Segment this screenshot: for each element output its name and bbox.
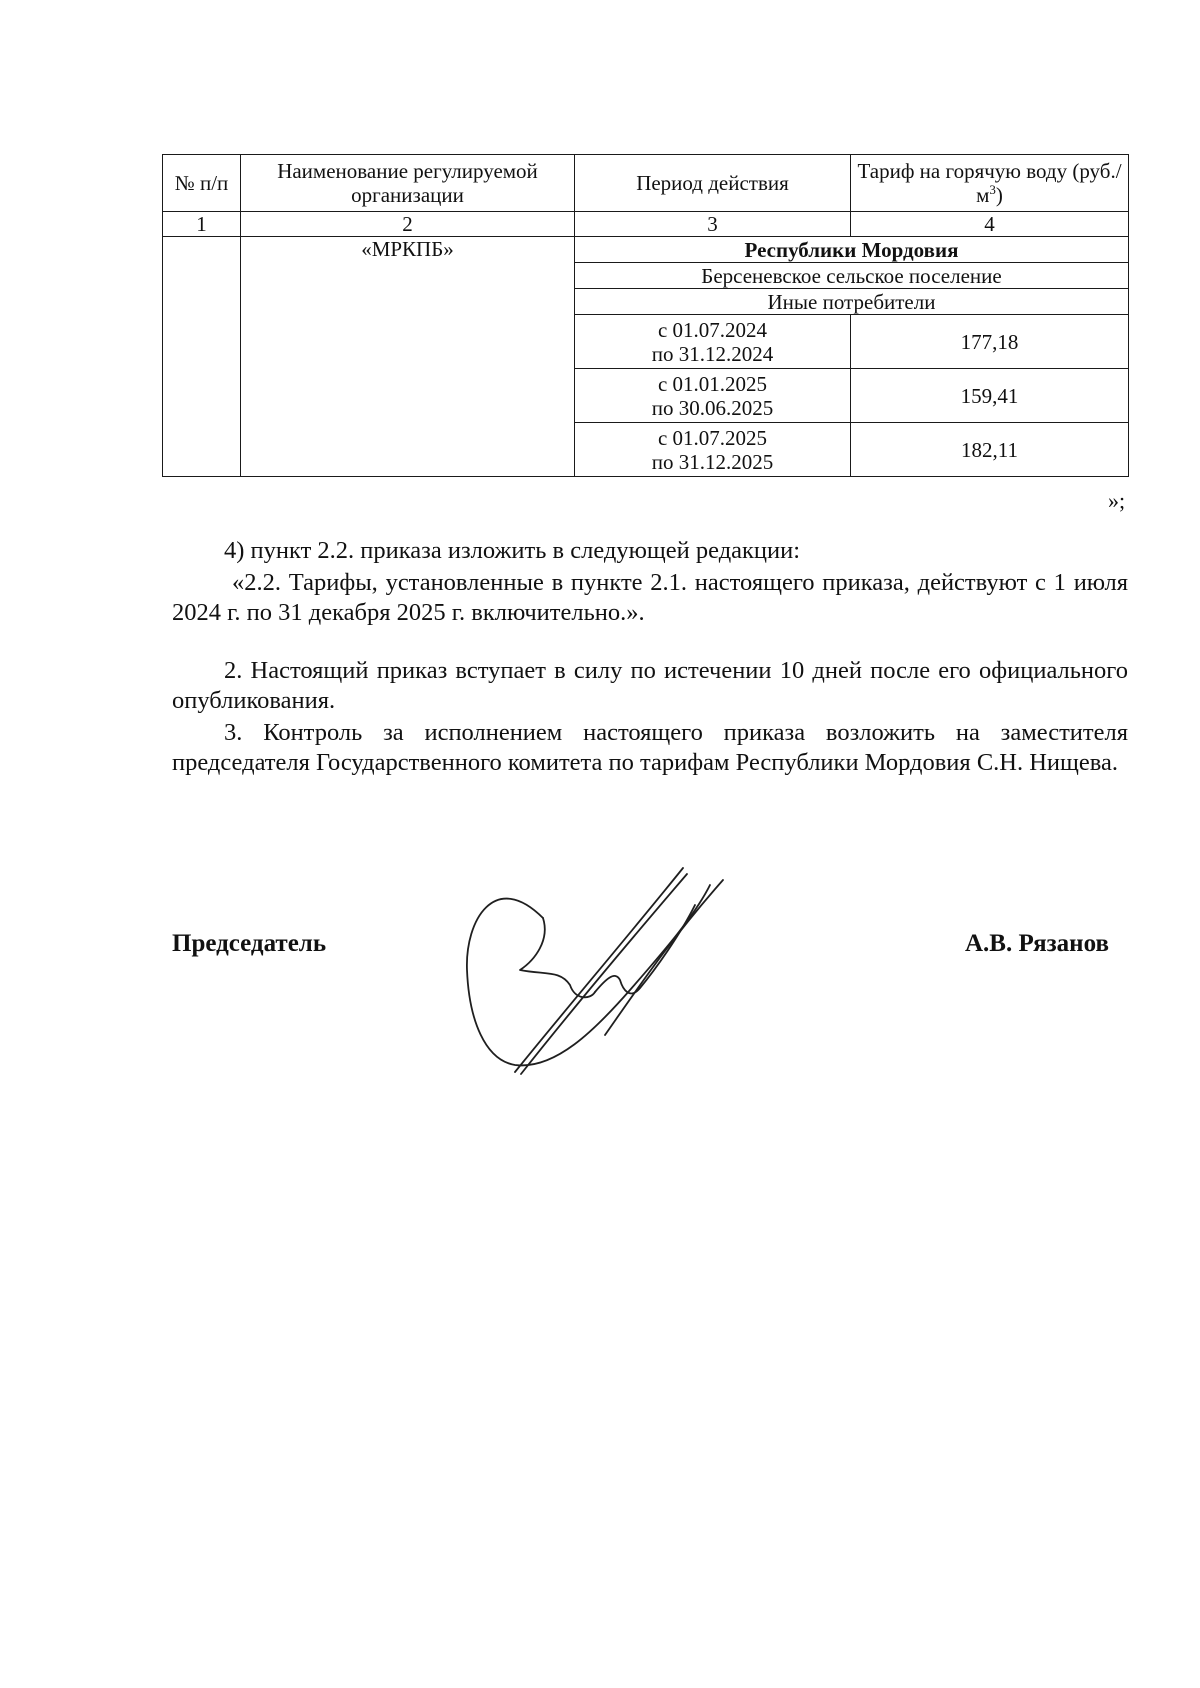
item2-paragraph: 2. Настоящий приказ вступает в силу по истечении 10 дней после его официального опубликования. [172,657,1128,714]
consumer-group-cell: Иные потребители [575,289,1129,315]
period-from: с 01.07.2024 [657,317,768,342]
col-number-2: 2 [241,212,575,237]
region-row [163,237,1129,263]
num-cell [163,237,241,477]
col-number-4: 4 [851,212,1129,237]
header-tariff-sup: 3 [989,182,996,197]
tariff-table [162,154,1129,477]
item4-quote-paragraph: «2.2. Тарифы, установленные в пункте 2.1. настоящего приказа, действуют с 1 июля 2024 г. по 31 декабря 2025 г. включительно.». [172,569,1128,626]
header-tariff [851,155,1129,212]
period-to: по 30.06.2025 [651,395,774,420]
closing-quote-mark: »; [1108,488,1126,513]
signatory-title: Председатель [172,930,327,957]
column-number-row [163,212,1129,237]
header-period: Период действия [575,155,851,212]
organization-cell: «МРКПБ» [241,237,575,477]
period-from: с 01.01.2025 [657,371,768,396]
header-org: Наименование регулируемой организации [241,155,575,212]
settlement-cell: Берсеневское сельское поселение [575,263,1129,289]
header-num: № п/п [163,155,241,212]
col-number-1: 1 [163,212,241,237]
tariff-cell: 177,18 [851,315,1129,369]
region-cell: Республики Мордовия [575,237,1129,263]
header-tariff-main: Тариф на горячую воду (руб./м [857,159,1122,207]
tariff-cell: 159,41 [851,369,1129,423]
period-cell [575,369,851,423]
handwritten-signature [455,860,755,1090]
header-tariff-close: ) [995,183,1003,207]
tariff-cell: 182,11 [851,423,1129,477]
item4-paragraph: 4) пункт 2.2. приказа изложить в следующей редакции: [224,537,801,564]
period-to: по 31.12.2024 [651,341,774,366]
period-cell [575,423,851,477]
signatory-name: А.В. Рязанов [965,930,1109,957]
period-from: с 01.07.2025 [657,425,768,450]
col-number-3: 3 [575,212,851,237]
item3-paragraph: 3. Контроль за исполнением настоящего приказа возложить на заместителя председателя Государственного комитета по тарифам Республики Мордовия С.Н. Нищева. [172,719,1128,776]
period-cell [575,315,851,369]
table-header-row [163,155,1129,212]
period-to: по 31.12.2025 [651,449,774,474]
